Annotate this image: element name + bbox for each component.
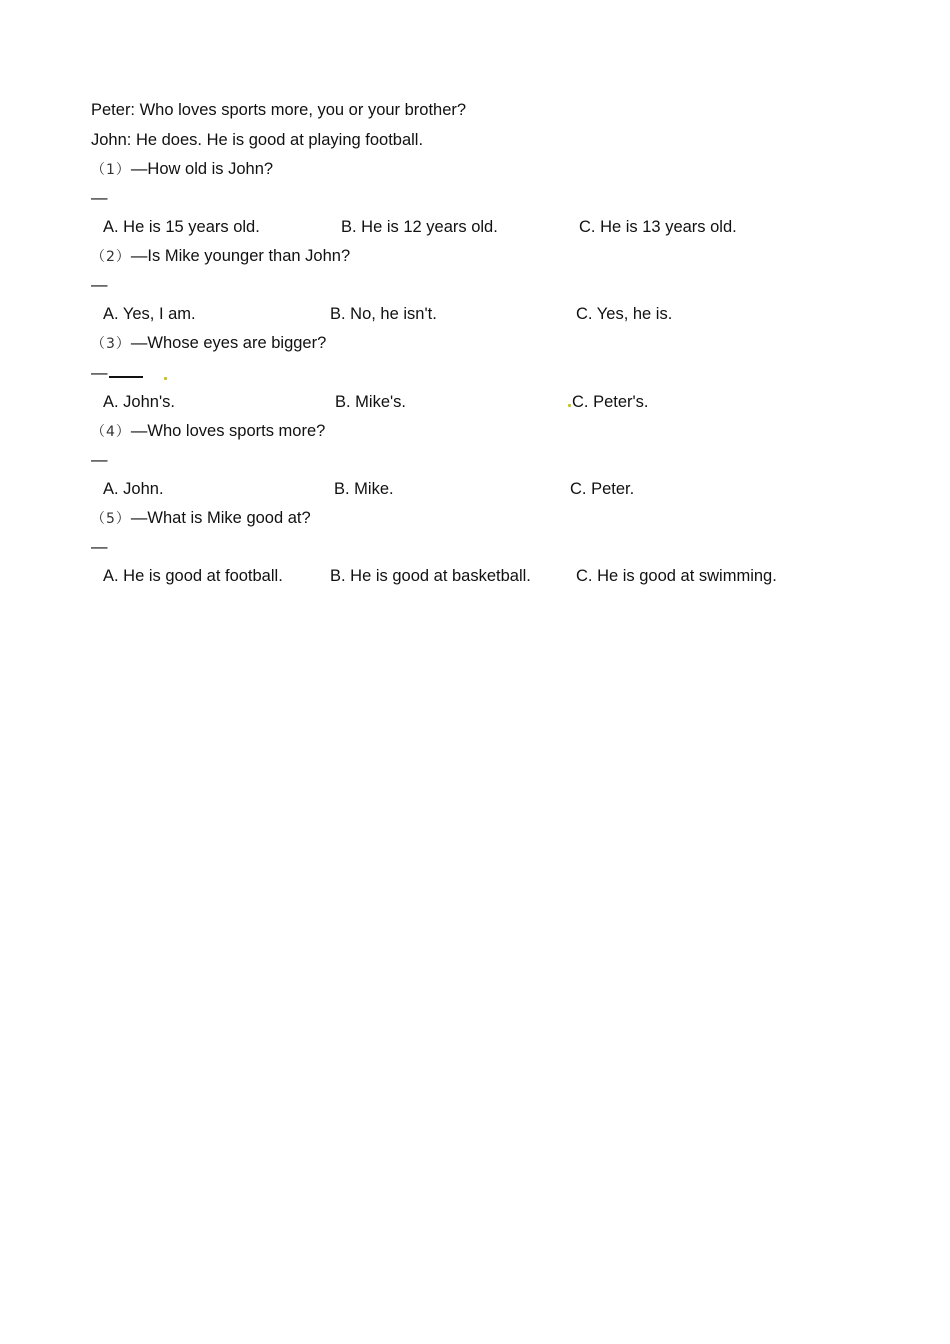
question-3-number: （3） — [91, 336, 131, 352]
answer-blank[interactable] — [109, 362, 143, 378]
dialogue-line-john: John: He does. He is good at playing football. — [91, 131, 424, 149]
q4-option-c[interactable]: C. Peter. — [570, 480, 635, 498]
question-4-number: （4） — [91, 424, 131, 440]
question-5-number: （5） — [91, 511, 131, 527]
question-4 — [91, 421, 325, 442]
question-5 — [91, 508, 311, 529]
q5-option-c[interactable]: C. He is good at swimming. — [576, 567, 777, 585]
question-2-text: —Is Mike younger than John? — [130, 247, 351, 265]
question-2-answer-line — [91, 275, 108, 295]
question-1-text: —How old is John? — [130, 160, 274, 178]
question-5-text: —What is Mike good at? — [130, 509, 311, 527]
question-2-number: （2） — [91, 249, 131, 265]
question-3-text: —Whose eyes are bigger? — [130, 334, 327, 352]
answer-dash: — — [91, 538, 108, 556]
answer-dash: — — [91, 364, 108, 382]
q5-option-a[interactable]: A. He is good at football. — [103, 567, 283, 585]
q3-option-c[interactable]: C. Peter's. — [572, 393, 649, 411]
question-3-answer-line — [91, 362, 143, 383]
decorative-dot — [568, 404, 571, 407]
question-2 — [91, 246, 350, 267]
q1-option-c[interactable]: C. He is 13 years old. — [579, 218, 737, 236]
question-4-text: —Who loves sports more? — [130, 422, 326, 440]
question-1-answer-line — [91, 188, 108, 208]
dialogue-line-peter: Peter: Who loves sports more, you or your brother? — [91, 101, 467, 119]
question-3 — [91, 333, 326, 354]
q4-option-a[interactable]: A. John. — [103, 480, 164, 498]
q2-option-b[interactable]: B. No, he isn't. — [330, 305, 437, 323]
q3-option-b[interactable]: B. Mike's. — [335, 393, 406, 411]
question-5-answer-line — [91, 537, 108, 557]
q1-option-a[interactable]: A. He is 15 years old. — [103, 218, 260, 236]
q2-option-c[interactable]: C. Yes, he is. — [576, 305, 673, 323]
answer-dash: — — [91, 276, 108, 294]
question-1 — [91, 159, 273, 180]
q5-option-b[interactable]: B. He is good at basketball. — [330, 567, 531, 585]
q2-option-a[interactable]: A. Yes, I am. — [103, 305, 196, 323]
answer-dash: — — [91, 451, 108, 469]
answer-dash: — — [91, 189, 108, 207]
question-4-answer-line — [91, 450, 108, 470]
question-1-number: （1） — [91, 162, 131, 178]
decorative-dot — [164, 377, 167, 380]
q3-option-a[interactable]: A. John's. — [103, 393, 175, 411]
q4-option-b[interactable]: B. Mike. — [334, 480, 394, 498]
q1-option-b[interactable]: B. He is 12 years old. — [341, 218, 498, 236]
